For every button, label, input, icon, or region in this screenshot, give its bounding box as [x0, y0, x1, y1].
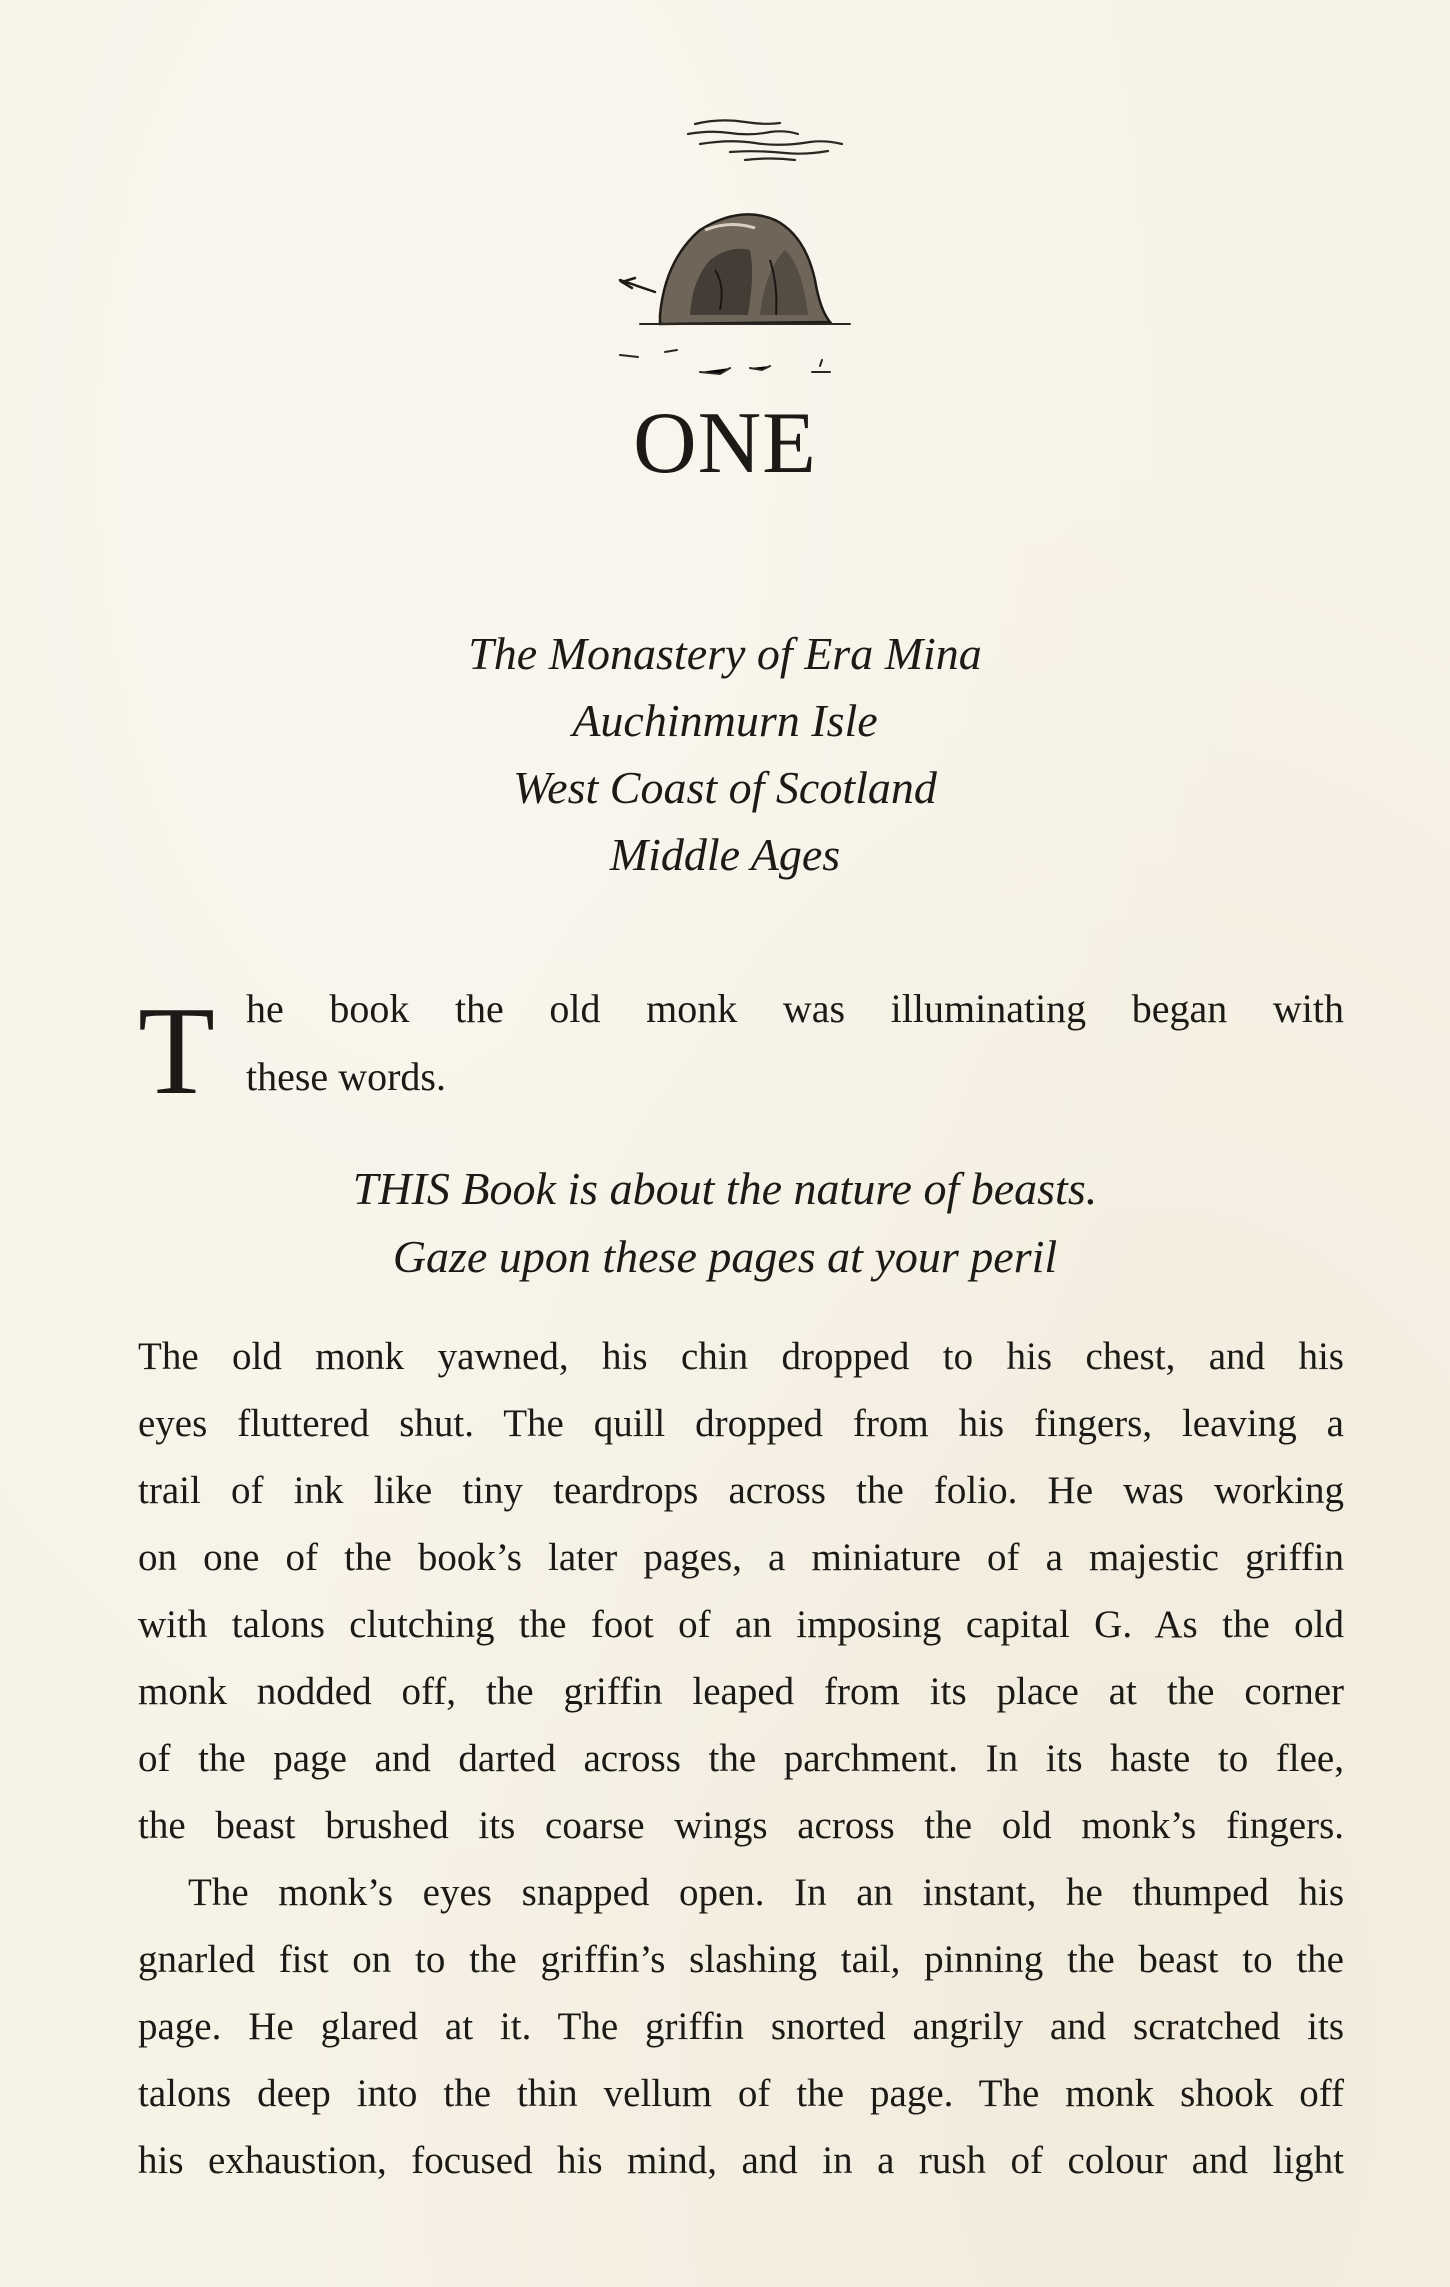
text-line: talons deep into the thin vellum of the page. The monk shook off: [138, 2072, 1344, 2115]
text-line: the beast brushed its coarse wings across the old monk’s fingers.: [138, 1804, 1344, 1847]
text-line: on one of the book’s later pages, a miniature of a majestic griffin: [138, 1536, 1344, 1579]
text-line: his exhaustion, focused his mind, and in a rush of colour and light: [138, 2139, 1344, 2182]
opening-line: these words.: [246, 1054, 446, 1099]
epigraph-line: THIS Book is about the nature of beasts.: [352, 1163, 1098, 1214]
text-line: with talons clutching the foot of an imposing capital G. As the old: [138, 1603, 1344, 1646]
chapter-title: ONE: [633, 395, 817, 492]
location-block: [0, 620, 1450, 888]
standing-stone-illustration-icon: [580, 110, 880, 400]
text-line: gnarled fist on to the griffin’s slashing tail, pinning the beast to the: [138, 1938, 1344, 1981]
location-line: Auchinmurn Isle: [572, 695, 878, 746]
text-line: trail of ink like tiny teardrops across the folio. He was working: [138, 1469, 1344, 1512]
text-line: of the page and darted across the parchment. In its haste to flee,: [138, 1737, 1344, 1780]
location-line: West Coast of Scotland: [513, 762, 937, 813]
opening-line: he book the old monk was illuminating began with: [246, 986, 1344, 1031]
location-line: The Monastery of Era Mina: [468, 628, 982, 679]
text-line: The monk’s eyes snapped open. In an instant, he thumped his: [188, 1871, 1344, 1914]
text-line: page. He glared at it. The griffin snorted angrily and scratched its: [138, 2005, 1344, 2048]
epigraph: [0, 1155, 1450, 1291]
text-line: monk nodded off, the griffin leaped from its place at the corner: [138, 1670, 1344, 1713]
text-line: eyes fluttered shut. The quill dropped from his fingers, leaving a: [138, 1402, 1344, 1445]
text-line: The old monk yawned, his chin dropped to his chest, and his: [138, 1335, 1344, 1378]
location-line: Middle Ages: [609, 829, 841, 880]
drop-cap: T: [138, 982, 215, 1121]
epigraph-line: Gaze upon these pages at your peril: [392, 1231, 1058, 1282]
body-text: [138, 1323, 1344, 2194]
